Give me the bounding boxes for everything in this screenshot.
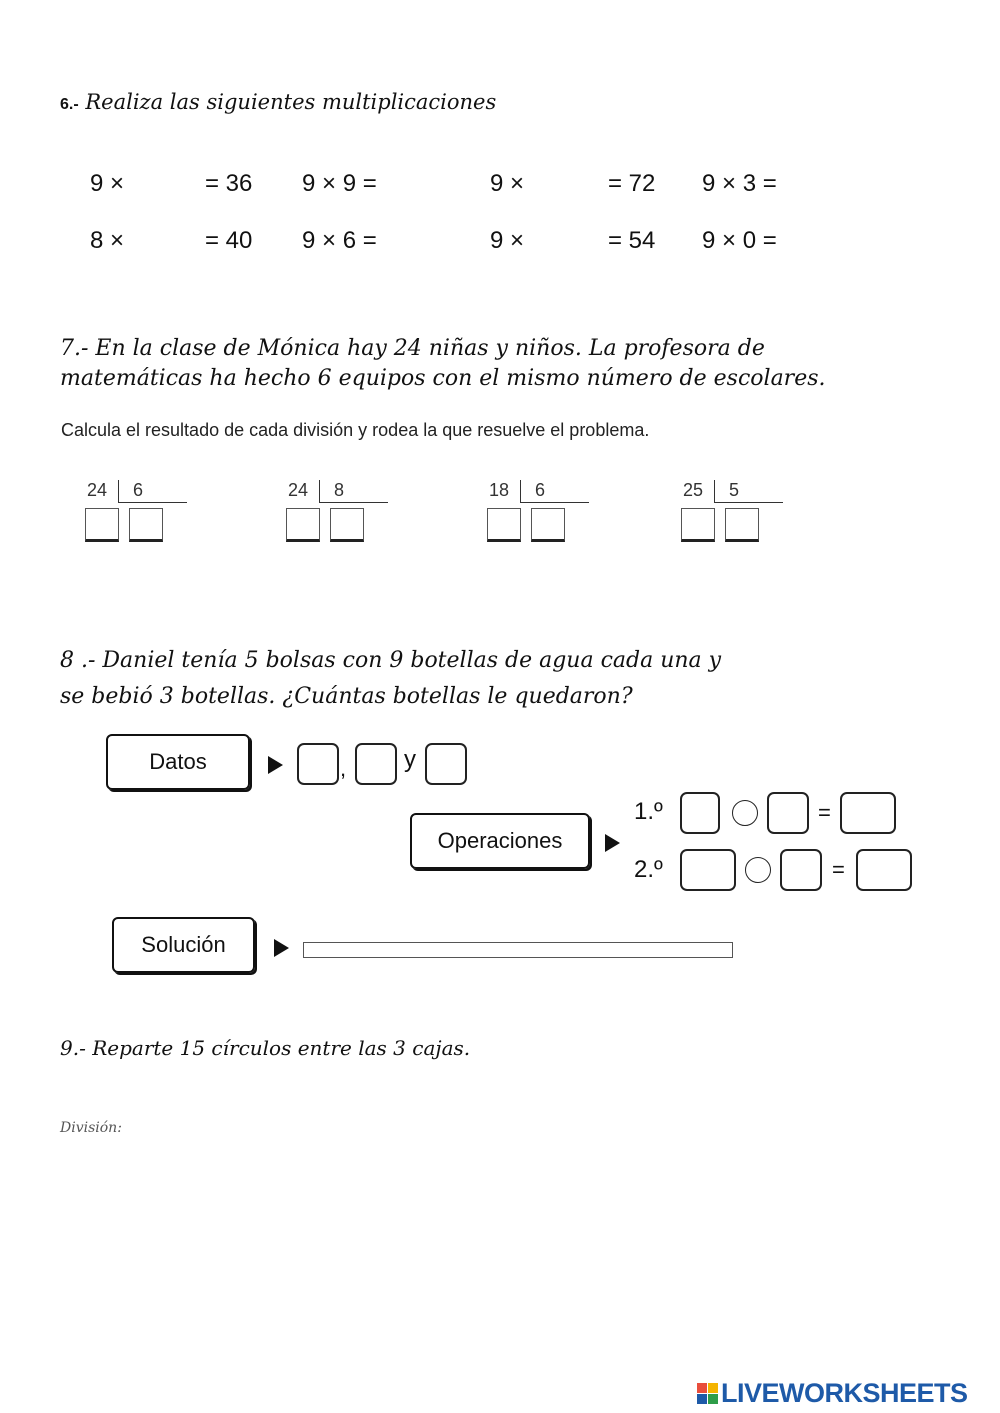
eq-text: 9 × 9 = [302,170,377,197]
datos-input-2[interactable] [355,743,397,785]
answer-input[interactable] [388,168,468,196]
equals-sign: = [832,857,845,882]
eq-text: 9 × 6 = [302,227,377,254]
liveworksheets-logo [697,1378,968,1409]
op1-result-input[interactable] [840,792,896,834]
eq-text: = 40 [205,227,253,254]
q8-text-line1: 8 .- Daniel tenía 5 bolsas con 9 botellas de agua cada una y [60,648,722,673]
step-1-label: 1.º [634,798,663,825]
op1-input-a[interactable] [680,792,720,834]
eq-text: = 72 [608,170,656,197]
q6-title-text: Realiza las siguientes multiplicaciones [85,90,497,114]
eq-text: = 36 [205,170,253,197]
op2-operator-input[interactable] [745,857,771,883]
y-text: y [404,746,416,773]
solucion-label: Solución [112,917,255,973]
divisor: 6 [133,480,144,500]
op1-operator-input[interactable] [732,800,758,826]
remainder-input[interactable] [725,508,759,542]
divisor: 8 [334,480,345,500]
eq-text: 9 × [490,170,525,197]
quotient-input[interactable] [85,508,119,542]
eq-text: 9 × 0 = [702,227,777,254]
op1-input-b[interactable] [767,792,809,834]
quotient-input[interactable] [681,508,715,542]
dividend: 25 [683,480,704,500]
operaciones-label: Operaciones [410,813,590,869]
q9-title: 9.- Reparte 15 círculos entre las 3 cajas. [60,1036,471,1060]
equals-sign: = [818,800,831,825]
datos-input-1[interactable] [297,743,339,785]
division-bracket [714,480,783,503]
division-bracket [118,480,187,503]
eq-text: 9 × [490,227,525,254]
answer-input[interactable] [530,168,600,196]
arrow-icon [605,834,620,852]
answer-input[interactable] [790,225,870,253]
q7-text-line1: 7.- En la clase de Mónica hay 24 niñas y niños. La profesora de [60,336,765,361]
dividend: 18 [489,480,510,500]
q7-text-line2: matemáticas ha hecho 6 equipos con el mismo número de escolares. [60,366,826,391]
answer-input[interactable] [790,168,870,196]
answer-input[interactable] [530,225,600,253]
op2-input-a[interactable] [680,849,736,891]
quotient-input[interactable] [286,508,320,542]
dividend: 24 [87,480,108,500]
solution-input[interactable] [303,942,733,958]
comma-text: , [340,756,347,781]
q7-instruction: Calcula el resultado de cada división y rodea la que resuelve el problema. [61,420,650,440]
eq-text: 9 × [90,170,125,197]
arrow-icon [268,756,283,774]
answer-input[interactable] [130,168,200,196]
q9-division-input[interactable] [150,1118,350,1140]
eq-text: = 54 [608,227,656,254]
remainder-input[interactable] [129,508,163,542]
division-bracket [520,480,589,503]
division-bracket [319,480,388,503]
datos-label: Datos [106,734,250,790]
q9-division-label: División: [60,1120,122,1136]
answer-input[interactable] [130,225,200,253]
eq-text: 9 × 3 = [702,170,777,197]
logo-text: LIVEWORKSHEETS [721,1378,968,1408]
dividend: 24 [288,480,309,500]
answer-input[interactable] [388,225,468,253]
divisor: 5 [729,480,740,500]
remainder-input[interactable] [531,508,565,542]
op2-input-b[interactable] [780,849,822,891]
remainder-input[interactable] [330,508,364,542]
eq-text: 8 × [90,227,125,254]
op2-result-input[interactable] [856,849,912,891]
arrow-icon [274,939,289,957]
divisor: 6 [535,480,546,500]
logo-icon [697,1383,718,1404]
q6-number: 6.- [60,96,79,113]
quotient-input[interactable] [487,508,521,542]
datos-input-3[interactable] [425,743,467,785]
q6-title [60,90,496,114]
q8-text-line2: se bebió 3 botellas. ¿Cuántas botellas le quedaron? [60,684,633,709]
step-2-label: 2.º [634,856,663,883]
